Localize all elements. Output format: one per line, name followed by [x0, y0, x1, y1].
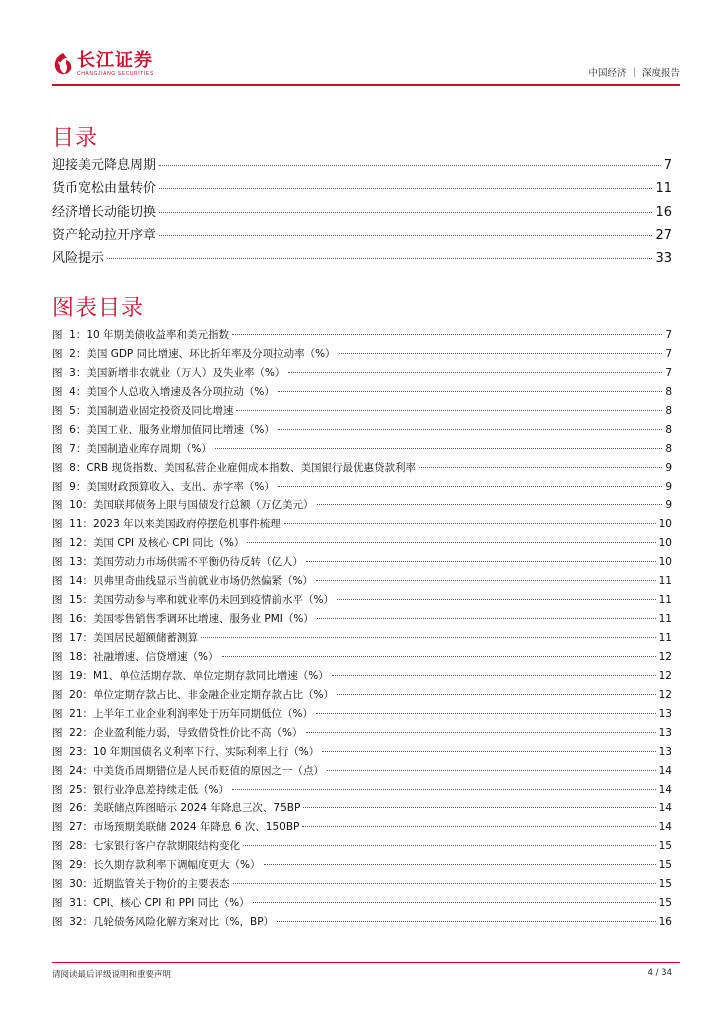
figure-entry-label: 图 30：近期监管关于物价的主要表态 — [52, 878, 230, 891]
figure-entry-page: 15 — [658, 840, 672, 853]
figure-entry-label: 图 9：美国财政预算收入、支出、赤字率（%） — [52, 480, 275, 493]
figure-entry-page: 14 — [658, 802, 672, 815]
figure-entry[interactable] — [52, 365, 672, 384]
figure-entry-page: 16 — [658, 916, 672, 929]
dot-leader — [253, 902, 656, 903]
figure-entry[interactable] — [52, 630, 672, 649]
figures-title: 图表目录 — [52, 296, 145, 321]
figure-entry[interactable] — [52, 763, 672, 782]
figure-entry[interactable] — [52, 914, 672, 933]
dot-leader — [277, 921, 656, 922]
figure-entry[interactable] — [52, 403, 672, 422]
dot-leader — [288, 372, 662, 373]
dot-leader — [278, 391, 662, 392]
figure-entry[interactable] — [52, 327, 672, 346]
figure-entry-page: 9 — [665, 480, 672, 493]
figure-entry[interactable] — [52, 800, 672, 819]
figure-entry-page: 12 — [658, 669, 672, 682]
figure-entry[interactable] — [52, 422, 672, 441]
dot-leader — [243, 845, 656, 846]
figure-entry[interactable] — [52, 857, 672, 876]
figure-entry-label: 图 25：银行业净息差持续走低（%） — [52, 783, 230, 796]
figure-entry-label: 图 7：美国制造业库存周期（%） — [52, 442, 212, 455]
dot-leader — [322, 751, 655, 752]
dot-leader — [302, 826, 655, 827]
figure-entry[interactable] — [52, 611, 672, 630]
figure-entry[interactable] — [52, 819, 672, 838]
toc-entry-label: 经济增长动能切换 — [52, 204, 157, 220]
dot-leader — [278, 486, 662, 487]
figure-entry[interactable] — [52, 554, 672, 573]
page-number: 4 / 34 — [647, 968, 672, 978]
figure-entry-page: 8 — [665, 442, 672, 455]
footer-disclaimer: 请阅读最后评级说明和重要声明 — [52, 970, 172, 980]
figure-entry[interactable] — [52, 516, 672, 535]
figure-entry-label: 图 31：CPI、核心 CPI 和 PPI 同比（%） — [52, 897, 250, 910]
figure-entry-label: 图 15：美国劳动参与率和就业率仍未回到疫情前水平（%） — [52, 594, 335, 607]
figure-entry-page: 8 — [665, 385, 672, 398]
figure-entry[interactable] — [52, 441, 672, 460]
figure-entry-label: 图 29：长久期存款利率下调幅度更大（%） — [52, 859, 261, 872]
figure-entry-label: 图 12：美国 CPI 及核心 CPI 同比（%） — [52, 537, 245, 550]
figure-entry-page: 7 — [665, 329, 672, 341]
dot-leader — [337, 694, 656, 695]
dot-leader — [159, 212, 652, 213]
dot-leader — [327, 770, 656, 771]
dot-leader — [215, 448, 662, 449]
figure-entry-page: 13 — [658, 745, 672, 758]
figure-entry[interactable] — [52, 744, 672, 763]
dot-leader — [419, 467, 662, 468]
figure-entry-label: 图 26：美联储点阵图暗示 2024 年降息三次、75BP — [52, 802, 301, 815]
figure-entry-page: 11 — [658, 613, 672, 626]
figure-entry-page: 11 — [658, 594, 672, 607]
toc-list — [52, 154, 672, 270]
figure-entry[interactable] — [52, 725, 672, 744]
dot-leader — [264, 864, 656, 865]
figure-entry-page: 13 — [658, 726, 672, 739]
toc-entry-page: 16 — [655, 204, 672, 220]
figure-entry-label: 图 28：七家银行客户存款期限结构变化 — [52, 840, 241, 853]
figure-entry[interactable] — [52, 876, 672, 895]
figure-entry-label: 图 13：美国劳动力市场供需不平衡仍待反转（亿人） — [52, 556, 304, 569]
dot-leader — [232, 789, 656, 790]
logo-emblem-icon — [52, 52, 74, 76]
figure-entry-page: 7 — [665, 347, 672, 360]
dot-leader — [247, 542, 655, 543]
toc-entry-label: 风险提示 — [52, 251, 105, 267]
toc-title: 目录 — [52, 126, 99, 151]
figures-list — [52, 327, 672, 933]
figure-entry[interactable] — [52, 706, 672, 725]
figure-entry-page: 10 — [658, 518, 672, 531]
dot-leader — [317, 618, 656, 619]
figure-entry-label: 图 8：CRB 现货指数、美国私营企业雇佣成本指数、美国银行最优惠贷款利率 — [52, 461, 417, 474]
figure-entry-page: 11 — [658, 575, 672, 588]
figure-entry-page: 11 — [658, 632, 672, 644]
dot-leader — [232, 334, 662, 335]
figure-entry-label: 图 20：单位定期存款占比、非金融企业定期存款占比（%） — [52, 688, 335, 701]
toc-entry[interactable] — [52, 247, 672, 270]
figure-entry-page: 9 — [665, 499, 672, 512]
figure-entry[interactable] — [52, 649, 672, 668]
figure-entry-label: 图 16：美国零售销售季调环比增速、服务业 PMI（%） — [52, 613, 314, 626]
figure-entry[interactable] — [52, 479, 672, 498]
figure-entry[interactable] — [52, 573, 672, 592]
figure-entry[interactable] — [52, 460, 672, 479]
dot-leader — [233, 883, 656, 884]
toc-entry-page: 27 — [655, 227, 672, 243]
figure-entry[interactable] — [52, 497, 672, 516]
toc-entry-page: 11 — [655, 181, 672, 197]
figure-entry-label: 图 18：社融增速、信贷增速（%） — [52, 650, 219, 663]
dot-leader — [159, 188, 652, 189]
figure-entry-label: 图 23：10 年期国债名义利率下行、实际利率上行（%） — [52, 745, 320, 758]
figure-entry-page: 14 — [658, 783, 672, 796]
dot-leader — [222, 656, 656, 657]
figure-entry[interactable] — [52, 535, 672, 554]
figure-entry-page: 15 — [658, 878, 672, 891]
logo-english-name: CHANGJIANG SECURITIES — [77, 70, 154, 77]
dot-leader — [284, 523, 656, 524]
dot-leader — [339, 353, 663, 354]
dot-leader — [278, 429, 662, 430]
figure-entry[interactable] — [52, 668, 672, 687]
figure-entry-label: 图 19：M1、单位活期存款、单位定期存款同比增速（%） — [52, 669, 329, 682]
figure-entry[interactable] — [52, 592, 672, 611]
figure-entry[interactable] — [52, 384, 672, 403]
footer-divider — [52, 962, 680, 963]
figure-entry-label: 图 27：市场预期美联储 2024 年降息 6 次、150BP — [52, 821, 300, 834]
figure-entry-label: 图 6：美国工业、服务业增加值同比增速（%） — [52, 423, 275, 436]
brand-logo — [52, 50, 154, 78]
figure-entry-page: 10 — [658, 556, 672, 569]
dot-leader — [201, 637, 656, 638]
dot-leader — [306, 732, 656, 733]
figure-entry-page: 12 — [658, 650, 672, 663]
header-divider — [52, 84, 680, 86]
dot-leader — [107, 258, 652, 259]
dot-leader — [159, 165, 661, 166]
dot-leader — [316, 713, 656, 714]
figure-entry-page: 14 — [658, 764, 672, 777]
toc-entry[interactable] — [52, 154, 672, 177]
figure-entry-label: 图 21：上半年工业企业利润率处于历年同期低位（%） — [52, 707, 314, 720]
figure-entry[interactable] — [52, 346, 672, 365]
figure-entry-page: 8 — [665, 423, 672, 436]
figure-entry-label: 图 4：美国个人总收入增速及各分项拉动（%） — [52, 385, 275, 398]
figure-entry-page: 14 — [658, 821, 672, 834]
figure-entry-label: 图 22：企业盈利能力弱，导致借贷性价比不高（%） — [52, 726, 303, 739]
figure-entry-label: 图 3：美国新增非农就业（万人）及失业率（%） — [52, 366, 286, 379]
toc-entry-label: 迎接美元降息周期 — [52, 158, 157, 173]
figure-entry-page: 9 — [665, 461, 672, 474]
figure-entry-label: 图 14：贝弗里奇曲线显示当前就业市场仍然偏紧（%） — [52, 575, 314, 588]
figure-entry-page: 13 — [658, 707, 672, 720]
figure-entry-page: 15 — [658, 897, 672, 910]
dot-leader — [306, 561, 656, 562]
figure-entry-page: 8 — [665, 404, 672, 417]
report-section-label: 中国经济 ｜ 深度报告 — [588, 68, 680, 79]
toc-entry-page: 7 — [663, 158, 672, 173]
figure-entry-page: 7 — [665, 366, 672, 379]
dot-leader — [332, 675, 656, 676]
figure-entry[interactable] — [52, 838, 672, 857]
figure-entry-label: 图 5：美国制造业固定投资及同比增速 — [52, 404, 234, 417]
toc-entry[interactable] — [52, 224, 672, 247]
figure-entry-label: 图 24：中美货币周期错位是人民币贬值的原因之一（点） — [52, 764, 325, 777]
figure-entry-label: 图 11：2023 年以来美国政府停摆危机事件梳理 — [52, 518, 281, 531]
figure-entry-label: 图 32：几轮债务风险化解方案对比（%，BP） — [52, 916, 275, 929]
figure-entry-label: 图 17：美国居民超额储蓄测算 — [52, 632, 199, 644]
figure-entry-label: 图 2：美国 GDP 同比增速、环比折年率及分项拉动率（%） — [52, 347, 336, 360]
figure-entry-page: 10 — [658, 537, 672, 550]
figure-entry-page: 15 — [658, 859, 672, 872]
dot-leader — [337, 599, 656, 600]
toc-entry-label: 货币宽松由量转价 — [52, 181, 157, 197]
dot-leader — [303, 807, 655, 808]
toc-entry[interactable] — [52, 201, 672, 224]
toc-entry[interactable] — [52, 177, 672, 200]
dot-leader — [159, 235, 652, 236]
figure-entry-label: 图 1：10 年期美债收益率和美元指数 — [52, 329, 230, 341]
figure-entry-label: 图 10：美国联邦债务上限与国债发行总额（万亿美元） — [52, 499, 314, 512]
dot-leader — [317, 504, 663, 505]
figure-entry-page: 12 — [658, 688, 672, 701]
dot-leader — [236, 410, 662, 411]
toc-entry-label: 资产轮动拉开序章 — [52, 227, 157, 243]
toc-entry-page: 33 — [655, 251, 672, 267]
page-header — [52, 50, 680, 84]
figure-entry[interactable] — [52, 782, 672, 801]
figure-entry[interactable] — [52, 895, 672, 914]
logo-chinese-name: 长江证券 — [77, 49, 153, 71]
dot-leader — [316, 580, 656, 581]
figure-entry[interactable] — [52, 687, 672, 706]
